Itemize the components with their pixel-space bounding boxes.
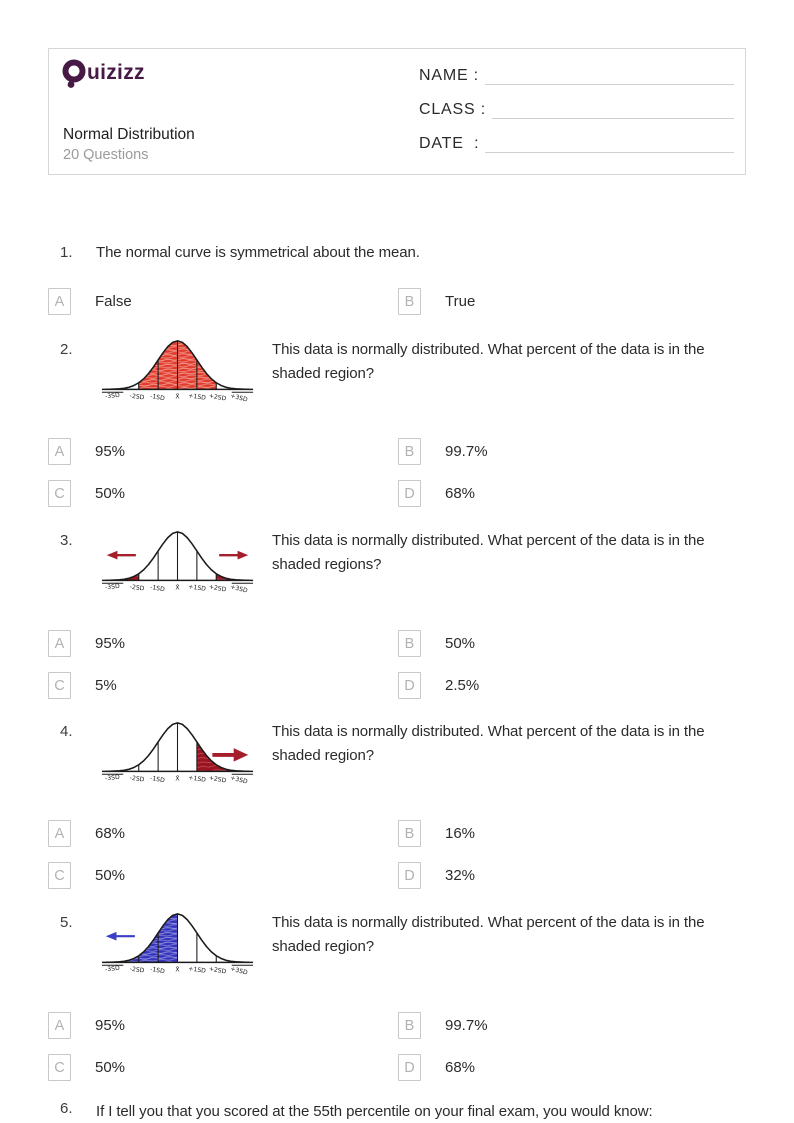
question-2-option-a (48, 438, 125, 465)
option-b-box[interactable]: B (398, 288, 421, 315)
svg-text:-3SD: -3SD (104, 773, 121, 783)
svg-text:+3SD: +3SD (229, 774, 249, 786)
svg-text:+1SD: +1SD (187, 774, 207, 784)
option-a-box[interactable]: A (48, 1012, 71, 1039)
question-5-option-b (398, 1012, 488, 1039)
option-a-text: 68% (95, 825, 126, 842)
question-3-option-d (398, 672, 479, 699)
worksheet-title: Normal Distribution (63, 126, 195, 143)
option-c-text: 50% (95, 867, 126, 884)
option-c-box[interactable]: C (48, 672, 71, 699)
svg-text:-3SD: -3SD (104, 391, 121, 401)
svg-text:+2SD: +2SD (208, 965, 227, 976)
quizizz-logo-icon (66, 63, 83, 88)
option-b-text: 99.7% (445, 1017, 488, 1034)
normal-curve-left-shaded-blue (100, 906, 255, 978)
question-4-text: This data is normally distributed. What percent of the data is in the shaded region? (272, 723, 705, 764)
quizizz-logo (61, 57, 171, 98)
question-3-option-c (48, 672, 117, 699)
option-a-box[interactable]: A (48, 820, 71, 847)
question-5-option-d (398, 1054, 475, 1081)
option-d-box[interactable]: D (398, 1054, 421, 1081)
question-5-image (100, 906, 255, 978)
normal-curve-middle-shaded-red (100, 333, 255, 405)
option-b-text: 99.7% (445, 443, 488, 460)
svg-text:+3SD: +3SD (229, 392, 249, 404)
date-label: DATE : (419, 135, 480, 152)
question-2-option-c (48, 480, 125, 507)
svg-text:-1SD: -1SD (149, 774, 166, 785)
question-3-image (100, 524, 255, 596)
option-b-box[interactable]: B (398, 1012, 421, 1039)
option-a-box[interactable]: A (48, 288, 71, 315)
option-b-text: 50% (445, 635, 476, 652)
question-2-text: This data is normally distributed. What percent of the data is in the shaded region? (272, 341, 705, 382)
normal-curve-tails-shaded-dark-red (100, 524, 255, 596)
question-6-number: 6. (60, 1100, 73, 1117)
question-4-option-d (398, 862, 475, 889)
quizizz-logo-text: uizizz (87, 61, 145, 84)
option-b-box[interactable]: B (398, 820, 421, 847)
option-b-box[interactable]: B (398, 630, 421, 657)
question-5-text: This data is normally distributed. What percent of the data is in the shaded region? (272, 914, 705, 955)
option-b-text: 16% (445, 825, 476, 842)
question-5-option-c (48, 1054, 125, 1081)
option-c-box[interactable]: C (48, 862, 71, 889)
question-2-option-d (398, 480, 475, 507)
sd-divider-lines (139, 532, 217, 580)
question-4-option-c (48, 862, 125, 889)
axis-labels (105, 582, 249, 594)
question-4-option-a (48, 820, 125, 847)
svg-text:-2SD: -2SD (129, 583, 145, 593)
svg-text:-2SD: -2SD (129, 774, 145, 784)
option-c-text: 5% (95, 677, 117, 694)
question-2-option-b (398, 438, 488, 465)
svg-text:+1SD: +1SD (187, 392, 207, 402)
question-1-text: The normal curve is symmetrical about the mean. (96, 244, 420, 261)
question-1-option-a (48, 288, 132, 315)
option-c-text: 50% (95, 485, 126, 502)
question-3-number: 3. (60, 532, 73, 549)
right-arrow-icon (212, 748, 248, 762)
axis-labels (105, 773, 249, 785)
svg-text:+2SD: +2SD (208, 774, 227, 785)
option-a-text: False (95, 293, 132, 310)
class-label: CLASS : (419, 101, 486, 118)
svg-text:X̄: X̄ (175, 393, 180, 401)
option-c-box[interactable]: C (48, 1054, 71, 1081)
option-c-text: 50% (95, 1059, 126, 1076)
normal-curve-right-shaded-dark-red (100, 715, 255, 787)
option-d-text: 2.5% (445, 677, 480, 694)
left-arrow-icon (106, 932, 135, 941)
option-c-box[interactable]: C (48, 480, 71, 507)
svg-text:X̄: X̄ (175, 584, 180, 592)
date-input-line[interactable] (485, 133, 734, 153)
svg-text:-1SD: -1SD (149, 965, 166, 976)
question-3-option-a (48, 630, 125, 657)
class-field-row (419, 99, 734, 119)
question-2-number: 2. (60, 341, 73, 358)
name-label: NAME : (419, 67, 479, 84)
question-4-number: 4. (60, 723, 73, 740)
svg-text:-1SD: -1SD (149, 392, 166, 403)
option-d-box[interactable]: D (398, 862, 421, 889)
right-arrow-icon (219, 551, 248, 560)
svg-text:+2SD: +2SD (208, 583, 227, 594)
left-arrow-icon (107, 551, 136, 560)
svg-text:+3SD: +3SD (229, 965, 249, 977)
question-2-image (100, 333, 255, 405)
option-a-box[interactable]: A (48, 630, 71, 657)
question-5-number: 5. (60, 914, 73, 931)
svg-text:-2SD: -2SD (129, 965, 145, 975)
question-4-option-b (398, 820, 475, 847)
svg-text:-3SD: -3SD (104, 964, 121, 974)
question-5-option-a (48, 1012, 125, 1039)
svg-text:+1SD: +1SD (187, 965, 207, 975)
svg-text:+1SD: +1SD (187, 583, 207, 593)
name-field-row (419, 65, 734, 85)
name-input-line[interactable] (485, 65, 734, 85)
svg-text:X̄: X̄ (175, 775, 180, 783)
option-d-box[interactable]: D (398, 672, 421, 699)
option-d-box[interactable]: D (398, 480, 421, 507)
option-d-text: 68% (445, 485, 476, 502)
axis-labels (105, 391, 249, 403)
question-1-option-b (398, 288, 475, 315)
option-d-text: 68% (445, 1059, 476, 1076)
svg-text:+3SD: +3SD (229, 583, 249, 595)
axis-labels (105, 964, 249, 976)
svg-text:-2SD: -2SD (129, 392, 145, 402)
date-field-row (419, 133, 734, 153)
option-b-text: True (445, 293, 476, 310)
class-input-line[interactable] (492, 99, 734, 119)
worksheet-question-count: 20 Questions (63, 147, 149, 163)
option-a-box[interactable]: A (48, 438, 71, 465)
option-a-text: 95% (95, 443, 126, 460)
question-3-option-b (398, 630, 475, 657)
option-a-text: 95% (95, 635, 126, 652)
svg-text:-1SD: -1SD (149, 583, 166, 594)
option-b-box[interactable]: B (398, 438, 421, 465)
question-1-number: 1. (60, 244, 73, 261)
option-a-text: 95% (95, 1017, 126, 1034)
svg-text:+2SD: +2SD (208, 392, 227, 403)
question-3-text: This data is normally distributed. What percent of the data is in the shaded regions? (272, 532, 705, 573)
svg-text:-3SD: -3SD (104, 582, 121, 592)
worksheet-header (48, 48, 746, 175)
question-4-image (100, 715, 255, 787)
question-6-text: If I tell you that you scored at the 55th percentile on your final exam, you would know: (96, 1103, 653, 1120)
svg-text:X̄: X̄ (175, 966, 180, 974)
option-d-text: 32% (445, 867, 476, 884)
